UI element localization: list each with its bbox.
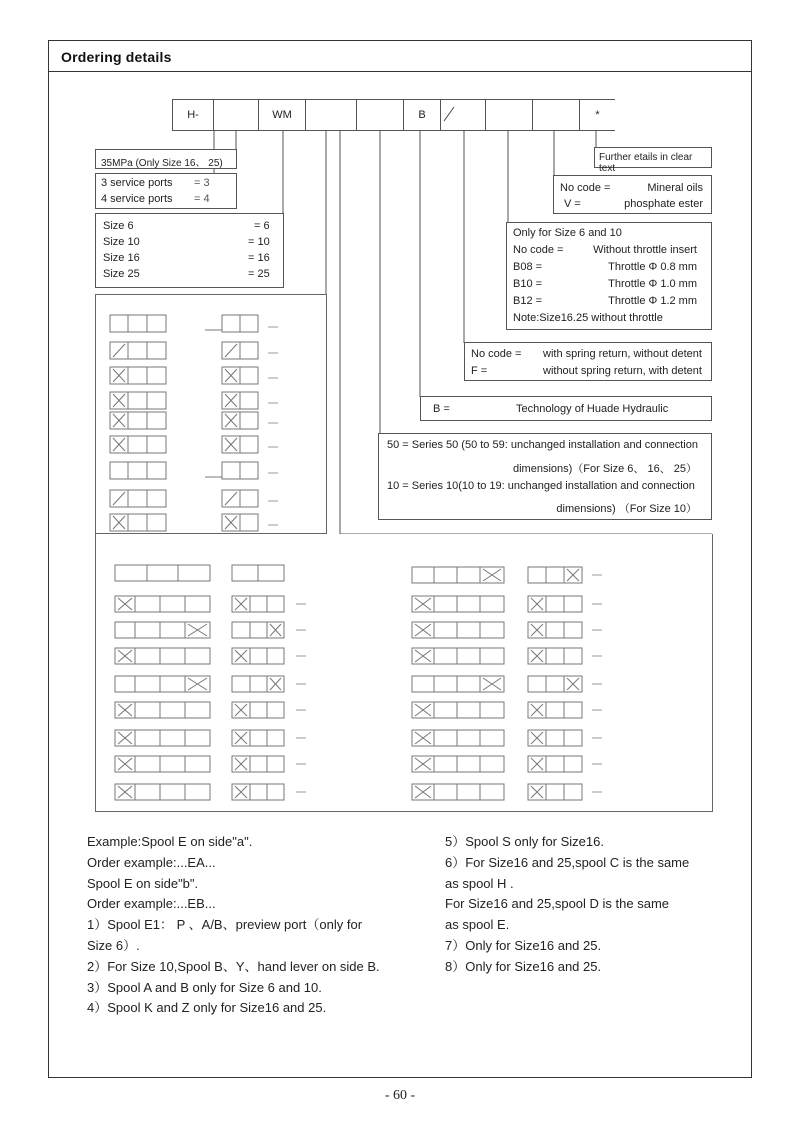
note-line: 6）For Size16 and 25,spool C is the same bbox=[445, 854, 690, 870]
throttle-code: B12 = bbox=[513, 295, 543, 307]
size-label: Size 10 bbox=[103, 236, 140, 248]
note-line: Spool E on side"b". bbox=[87, 875, 199, 891]
note-line: Example:Spool E on side"a". bbox=[87, 834, 253, 849]
notes-right bbox=[445, 832, 689, 978]
seal-code: V = bbox=[564, 198, 581, 210]
throttle-desc: Without throttle insert bbox=[593, 244, 697, 256]
pressure-text: 35MPa (Only Size 16、 25) bbox=[101, 158, 223, 169]
note-line: as spool H . bbox=[445, 875, 514, 891]
series-text: 50 = Series 50 (50 to 59: unchanged installation and connection bbox=[387, 439, 698, 451]
note-line: 1）Spool E1： P 、A/B、preview port（only for bbox=[87, 917, 363, 933]
tech-desc: Technology of Huade Hydraulic bbox=[516, 403, 669, 415]
detent-code: No code = bbox=[471, 348, 522, 360]
note-line: Size 6）. bbox=[87, 937, 140, 953]
note-line: 8）Only for Size16 and 25. bbox=[445, 958, 602, 974]
note-line: 2）For Size 10,Spool B、Y、hand lever on side B. bbox=[87, 958, 380, 974]
page-number: - 60 - bbox=[384, 1088, 416, 1103]
note-line: 4）Spool K and Z only for Size16 and 25. bbox=[87, 1000, 327, 1016]
size-value: = 10 bbox=[248, 236, 270, 248]
size-label: Size 16 bbox=[103, 252, 140, 264]
code-cell-text: B bbox=[418, 109, 426, 121]
section-title: Ordering details bbox=[61, 49, 172, 65]
size-value: = 6 bbox=[254, 220, 270, 232]
code-cell-text: * bbox=[595, 109, 600, 121]
seal-desc: Mineral oils bbox=[647, 182, 703, 194]
detent-desc: without spring return, with detent bbox=[543, 365, 702, 377]
note-line: For Size16 and 25,spool D is the same bbox=[445, 896, 670, 912]
throttle-code: No code = bbox=[513, 244, 564, 256]
throttle-desc: Throttle Φ 1.0 mm bbox=[608, 278, 697, 290]
throttle-code: B10 = bbox=[513, 278, 543, 290]
size-value: = 16 bbox=[248, 252, 270, 264]
further-text: Further etails in clear text bbox=[599, 152, 693, 174]
note-line: Order example:...EB... bbox=[87, 896, 216, 912]
seal-code: No code = bbox=[560, 182, 611, 194]
notes-left bbox=[87, 832, 380, 1019]
series-text: 10 = Series 10(10 to 19: unchanged installation and connection bbox=[387, 480, 695, 492]
note-line: 3）Spool A and B only for Size 6 and 10. bbox=[87, 979, 322, 995]
series-text: dimensions) （For Size 10） bbox=[556, 503, 697, 515]
note-line: as spool E. bbox=[445, 917, 510, 933]
note-line: Order example:...EA... bbox=[87, 854, 216, 870]
ports-label: 3 service ports bbox=[101, 177, 173, 189]
size-value: = 25 bbox=[248, 268, 270, 280]
throttle-desc: Throttle Φ 0.8 mm bbox=[608, 261, 697, 273]
series-text: dimensions)（For Size 6、 16、 25） bbox=[512, 463, 697, 475]
tech-code: B = bbox=[433, 403, 450, 415]
size-label: Size 25 bbox=[103, 268, 140, 280]
throttle-note: Note:Size16.25 without throttle bbox=[513, 312, 663, 324]
ports-value: = 3 bbox=[194, 177, 210, 189]
ports-value: = 4 bbox=[194, 193, 210, 205]
code-cell-text: WM bbox=[272, 109, 292, 121]
note-line: 5）Spool S only for Size16. bbox=[445, 834, 604, 849]
ports-label: 4 service ports bbox=[101, 193, 173, 205]
detent-desc: with spring return, without detent bbox=[543, 348, 702, 360]
detent-code: F = bbox=[471, 365, 488, 377]
throttle-title: Only for Size 6 and 10 bbox=[513, 227, 622, 239]
size-label: Size 6 bbox=[103, 220, 134, 232]
seal-desc: phosphate ester bbox=[624, 198, 703, 210]
note-line: 7）Only for Size16 and 25. bbox=[445, 937, 602, 953]
throttle-desc: Throttle Φ 1.2 mm bbox=[608, 295, 697, 307]
code-cell-text: H- bbox=[187, 109, 199, 121]
throttle-code: B08 = bbox=[513, 261, 543, 273]
